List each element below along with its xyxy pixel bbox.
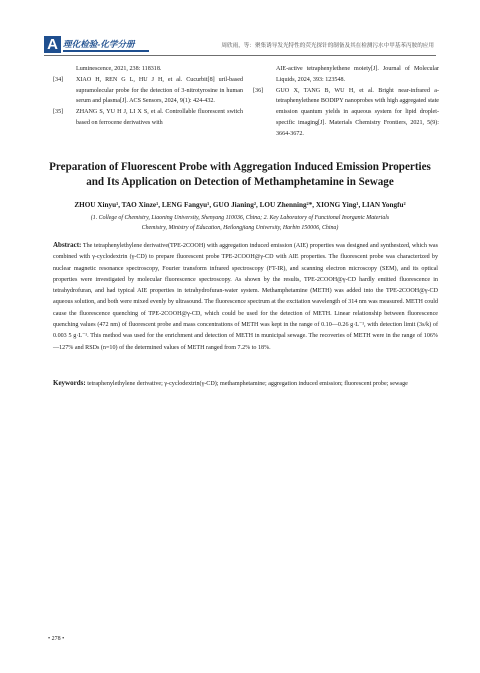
reference-number: [36]: [253, 87, 264, 94]
article-title-line: and Its Application on Detection of Methamphetamine in Sewage: [86, 176, 394, 188]
reference-text: XIAO H, REN G L, HU J H, et al. Cucurbit[8] uril-based supramolecular probe for the detection of 3-nitrotyrosine in human serum and plasma[J]. ACS Sensors, 2024, 9(1): 424-432.: [76, 76, 243, 105]
reference-text: AIE-active tetraphenylethene moiety[J]. Journal of Molecular Liquids, 2024, 393: 123548.: [276, 66, 439, 83]
reference-text: GUO X, TANG B, WU H, et al. Bright near-infrared a-tetraphenylethene BODIPY nanoprobes with high aggregated state emission quantum yields in aqueous system for lipid droplet-specific imaging[J]. Materials Chemistry Frontiers, 2021, 5(9): 3664-3672.: [276, 87, 439, 137]
abstract-label: Abstract:: [53, 241, 82, 249]
abstract: [53, 240, 438, 354]
reference-item: [53, 75, 243, 107]
article-title-line: Preparation of Fluorescent Probe with Aggregation Induced Emission Properties: [49, 161, 431, 173]
keywords: [53, 378, 438, 390]
reference-item: [253, 64, 439, 86]
abstract-text: The tetraphenylethylene derivative(TPE-2COOH) with aggregation induced emission (AIE) properties was designed and synthesized, which was combined with γ-cyclodextrin (γ-CD) to prepare fluorescent probe TPE-2COOH@γ-CD with AIE properties. The fluorescent probe was characterized by nuclear magnetic resonance spectroscopy, Fourier transform infrared spectroscopy (FT-IR), and scanning electron microscopy (SEM), and its optical properties were investigated by molecular fluorescence spectroscopy. As shown by the results, TPE-2COOH@γ-CD hardly emitted fluorescence in tetrahydrofuran, and had typical AIE properties in tetrahydrofuran-water system. Methamphetamine (METH) was added into the TPE-2COOH@γ-CD aqueous solution, and both were mixed evenly by ultrasound. The fluorescence spectrum at the excitation wavelength of 314 nm was measured. METH could cause the fluorescence quenching of TPE-2COOH@γ-CD, which could be used for the detection of METH. Linear relationship between fluorescence quenching values (472 nm) of fluorescent probe and mass concentrations of METH was kept in the range of 0.10—0.26 g·L⁻¹, with detection limit (3s/k) of 0.003 5 g·L⁻¹. This method was used for the enrichment and detection of METH in municipal sewage. The recoveries of METH were in the range of 106%—127% and RSDs (n=10) of the determined values of METH ranged from 7.2% to 18%.: [53, 243, 439, 351]
article-title: [36, 160, 444, 190]
keywords-label: Keywords:: [53, 379, 86, 387]
journal-logo-mark: A: [44, 36, 61, 53]
page-number: • 278 •: [48, 636, 65, 642]
affiliation-line: Chemistry, Ministry of Education, Heilongjiang University, Harbin 150006, China): [141, 225, 339, 231]
running-title: 周欣雨，等：聚集诱导发光特性的荧光探针的制备及其在检测污水中甲基苯丙胺的应用: [221, 43, 434, 49]
logo-underline: [63, 50, 149, 52]
reference-text: Luminescence, 2021, 238: 118318.: [76, 66, 162, 72]
reference-item: [53, 107, 243, 129]
references-left-column: [53, 64, 243, 129]
reference-number: [35]: [53, 109, 64, 116]
journal-name: 理化检验-化学分册: [63, 39, 135, 49]
header-rule: [44, 55, 436, 56]
affiliations: [50, 213, 430, 233]
reference-item: [53, 64, 243, 75]
page-header: [0, 0, 480, 58]
author-list: ZHOU Xinyu¹, TAO Xinze¹, LENG Fangyu¹, GUO Jianing², LOU Zhenning²*, XIONG Ying¹, LIAN Yongfu²: [74, 201, 406, 209]
reference-item: [253, 86, 439, 140]
affiliation-line: (1. College of Chemistry, Liaoning University, Shenyang 110036, China; 2. Key Laboratory of Functional Inorganic Materials: [90, 215, 390, 221]
reference-number: [34]: [53, 76, 64, 83]
reference-text: ZHANG S, YU H J, LI X S, et al. Controllable fluorescent switch based on ferrocene derivatives with: [76, 109, 243, 126]
keywords-text: tetraphenylethylene derivative; γ-cyclodextrin(γ-CD); methamphetamine; aggregation induced emission; fluorescent probe; sewage: [87, 381, 408, 387]
references-right-column: [253, 64, 439, 140]
